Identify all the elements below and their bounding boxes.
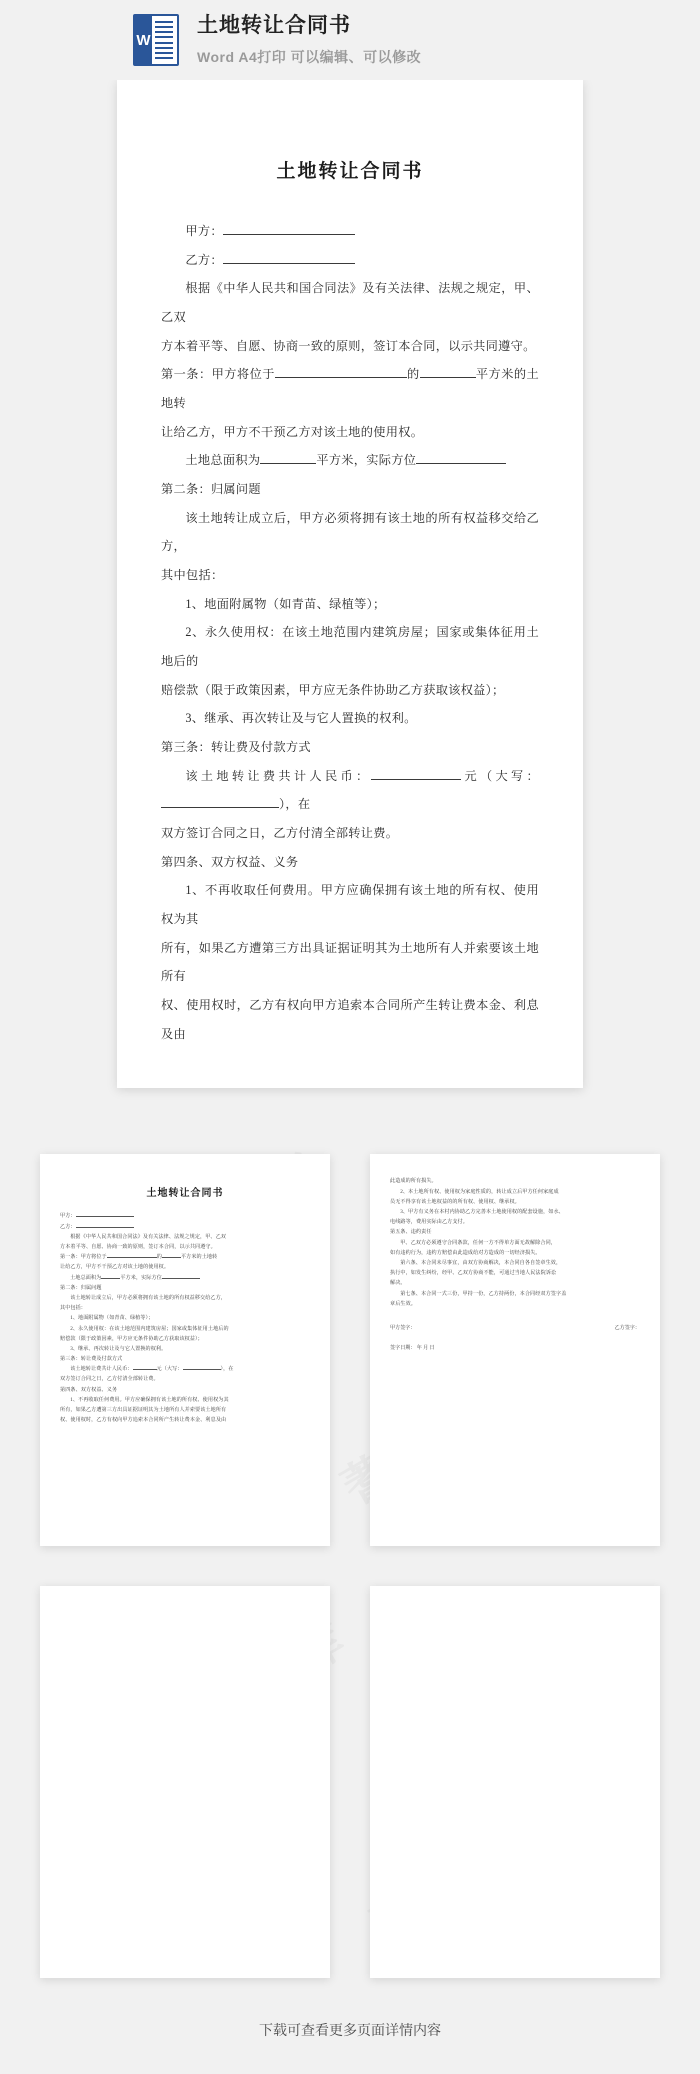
signature-party-a: 甲方签字： bbox=[390, 1324, 416, 1331]
word-icon-lines bbox=[152, 16, 177, 64]
party-a-blank bbox=[76, 1212, 134, 1217]
fee-amount-words-blank bbox=[183, 1365, 221, 1370]
thumb-article-3-line-1: 该土地转让费共计人民币： 元（大写： ），在 bbox=[70, 1366, 234, 1373]
article-7-line-b: 章后生效。 bbox=[390, 1300, 416, 1307]
word-icon-letter: W bbox=[135, 16, 152, 64]
area-blank bbox=[162, 1253, 181, 1258]
document-page-2-thumbnail[interactable] bbox=[370, 1154, 660, 1546]
total-area-line: 土地总面积为 平方米，实际方位 bbox=[161, 446, 539, 475]
header-text-block bbox=[197, 13, 421, 66]
thumb-party-a-line: 甲方： bbox=[60, 1211, 310, 1221]
thumb-article-4-title: 第四条、双方权益、义务 bbox=[60, 1386, 118, 1393]
article-4-item-1a: 1、不再收取任何费用。甲方应确保拥有该土地的所有权、使用权为其 bbox=[161, 883, 539, 927]
fee-amount-blank bbox=[371, 768, 461, 780]
p2-line-2b: 员无不得享有该土地权益的的所有权、使用权、继承权。 bbox=[390, 1198, 520, 1205]
thumb-article-2-item-2: 2、永久使用权：在该土地范围内建筑房屋；国家或集体征用土地后的 bbox=[70, 1325, 229, 1332]
thumb-article-2-paragraph-2: 其中包括： bbox=[60, 1305, 86, 1312]
thumb-article-1-line-1: 第一条：甲方将位于 的 平方米的土地转 bbox=[60, 1254, 218, 1261]
fee-amount-blank bbox=[133, 1365, 157, 1370]
document-page-1-preview[interactable] bbox=[117, 80, 583, 1088]
article-2-item-1: 1、地面附属物（如青苗、绿植等）； bbox=[185, 596, 386, 611]
document-page-4-thumbnail[interactable] bbox=[370, 1586, 660, 1978]
preview-header bbox=[0, 0, 700, 80]
signature-date: 签字日期： 年 月 日 bbox=[390, 1345, 435, 1352]
orientation-blank bbox=[416, 452, 506, 464]
article-4-title: 第四条、双方权益、义务 bbox=[161, 854, 299, 869]
location-blank bbox=[107, 1253, 157, 1258]
page-thumbnail-grid bbox=[40, 1154, 660, 1978]
party-a-blank bbox=[223, 223, 355, 235]
thumb-document-title: 土地转让合同书 bbox=[146, 1188, 224, 1200]
page-title: 土地转让合同书 bbox=[197, 14, 351, 38]
article-2-paragraph-1: 该土地转让成立后，甲方必须将拥有该土地的所有权益移交给乙方， bbox=[161, 510, 539, 554]
p2-line-1: 此造成的所有损失。 bbox=[390, 1178, 437, 1185]
party-b-blank bbox=[223, 251, 355, 263]
thumb-total-area-line: 土地总面积为 平方米，实际方位 bbox=[60, 1273, 310, 1283]
location-blank bbox=[275, 366, 407, 378]
article-6-line: 第六条、本合同未尽事宜，由双方协商解决，本合同自各自签章生效， bbox=[400, 1259, 562, 1266]
thumb-article-2-item-2-cont: 赔偿款（限于政策因素，甲方应无条件协助乙方获取该权益）； bbox=[60, 1335, 203, 1342]
thumb-article-4-item-1a: 1、不再收取任何费用。甲方应确保拥有该土地的所有权、使用权为其 bbox=[70, 1396, 229, 1403]
article-2-title: 第二条：归属问题 bbox=[161, 482, 261, 497]
party-b-blank bbox=[76, 1223, 134, 1228]
document-page-3-thumbnail[interactable] bbox=[40, 1586, 330, 1978]
article-2-paragraph-2: 其中包括： bbox=[161, 568, 224, 583]
thumb-article-1-line-2: 让给乙方，甲方不干预乙方对该土地的使用权。 bbox=[60, 1264, 170, 1271]
paragraph-basis-2: 方本着平等、自愿、协商一致的原则，签订本合同，以示共同遵守。 bbox=[161, 338, 536, 353]
download-hint[interactable]: 下载可查看更多页面详情内容 bbox=[259, 2022, 441, 2039]
thumb-party-b-line: 乙方： bbox=[60, 1222, 310, 1232]
signature-row bbox=[390, 1323, 640, 1333]
thumb-article-2-paragraph-1: 该土地转让成立后，甲方必须将拥有该土地的所有权益移交给乙方， bbox=[70, 1294, 227, 1301]
p2-line-3: 3、甲方有义务在本村内协助乙方完善本土地使用权的配套设施，如水、 bbox=[400, 1209, 564, 1216]
party-b-line: 乙方： bbox=[161, 246, 539, 275]
fee-amount-words-blank bbox=[161, 796, 279, 808]
article-5-paragraph: 甲、乙双方必须遵守合同条款，任何一方不得单方面无故解除合同， bbox=[400, 1239, 557, 1246]
total-area-blank bbox=[260, 452, 316, 464]
total-area-blank bbox=[101, 1274, 120, 1279]
article-1-line-1: 第一条：甲方将位于 的 平方米的土地转 bbox=[161, 367, 539, 411]
word-document-icon bbox=[133, 14, 179, 66]
party-a-line: 甲方： bbox=[161, 217, 539, 246]
thumb-article-4-item-1b: 所有，如果乙方遭第三方出具证据证明其为土地所有人并索要该土地所有 bbox=[60, 1407, 227, 1414]
article-6-line-c: 解决。 bbox=[390, 1280, 406, 1287]
signature-party-b: 乙方签字： bbox=[614, 1324, 640, 1331]
document-title: 土地转让合同书 bbox=[276, 161, 424, 182]
article-4-item-1b: 所有，如果乙方遭第三方出具证据证明其为土地所有人并索要该土地所有 bbox=[161, 940, 539, 984]
article-3-line-1: 该土地转让费共计人民币： 元（大写：），在 bbox=[161, 762, 539, 819]
thumb-article-2-item-3: 3、继承、再次转让及与它人置换的权利。 bbox=[70, 1345, 167, 1352]
p2-line-3b: 电线路等，费用实际由乙方支付。 bbox=[390, 1219, 468, 1226]
thumb-article-3-title: 第三条：转让费及付款方式 bbox=[60, 1356, 123, 1363]
thumb-paragraph-basis-2: 方本着平等、自愿、协商一致的原则，签订本合同，以示共同遵守。 bbox=[60, 1244, 216, 1251]
page-subtitle: Word A4打印 可以编辑、可以修改 bbox=[197, 48, 422, 65]
article-2-item-3: 3、继承、再次转让及与它人置换的权利。 bbox=[185, 711, 417, 726]
area-blank bbox=[420, 366, 476, 378]
article-4-item-1c: 权、使用权时，乙方有权向甲方追索本合同所产生转让费本金、利息及由 bbox=[161, 998, 539, 1041]
orientation-blank bbox=[162, 1274, 200, 1279]
thumb-article-2-item-1: 1、地面附属物（如青苗、绿植等）； bbox=[70, 1315, 154, 1322]
thumb-article-4-item-1c: 权、使用权时，乙方有权向甲方追索本合同所产生转让费本金、利息及由 bbox=[60, 1417, 227, 1424]
article-5-paragraph-cont: 如有违约行为，违约方赔偿由此造成给对方造成的一切经济损失。 bbox=[390, 1249, 541, 1256]
thumb-article-3-line-2: 双方签订合同之日，乙方付清全部转让费。 bbox=[60, 1376, 159, 1383]
article-6-line-b: 执行中，如发生纠纷，经甲、乙双方协商不能，可通过当地人民法院诉讼 bbox=[390, 1270, 557, 1277]
article-1-line-2: 让给乙方，甲方不干预乙方对该土地的使用权。 bbox=[161, 424, 424, 439]
paragraph-basis-1: 根据《中华人民共和国合同法》及有关法律、法规之规定，甲、乙双 bbox=[161, 281, 539, 325]
article-3-title: 第三条：转让费及付款方式 bbox=[161, 740, 311, 755]
p2-line-2: 2、本土地所有权、使用权为家庭性质的，转让成立后甲方任何家庭成 bbox=[400, 1188, 559, 1195]
article-2-item-2: 2、永久使用权：在该土地范围内建筑房屋；国家或集体征用土地后的 bbox=[161, 625, 539, 669]
document-page-1-thumbnail[interactable] bbox=[40, 1154, 330, 1546]
thumb-paragraph-basis-1: 根据《中华人民共和国合同法》及有关法律、法规之规定，甲、乙双 bbox=[70, 1233, 227, 1240]
article-7-line: 第七条、本合同一式三份，甲持一份，乙方持两份，本合同经双方签字盖 bbox=[400, 1290, 567, 1297]
article-5-title: 第五条、违约责任 bbox=[390, 1229, 432, 1236]
article-3-line-2: 双方签订合同之日，乙方付清全部转让费。 bbox=[161, 826, 399, 841]
article-2-item-2-cont: 赔偿款（限于政策因素，甲方应无条件协助乙方获取该权益）； bbox=[161, 682, 505, 697]
thumb-article-2-title: 第二条：归属问题 bbox=[60, 1284, 102, 1291]
